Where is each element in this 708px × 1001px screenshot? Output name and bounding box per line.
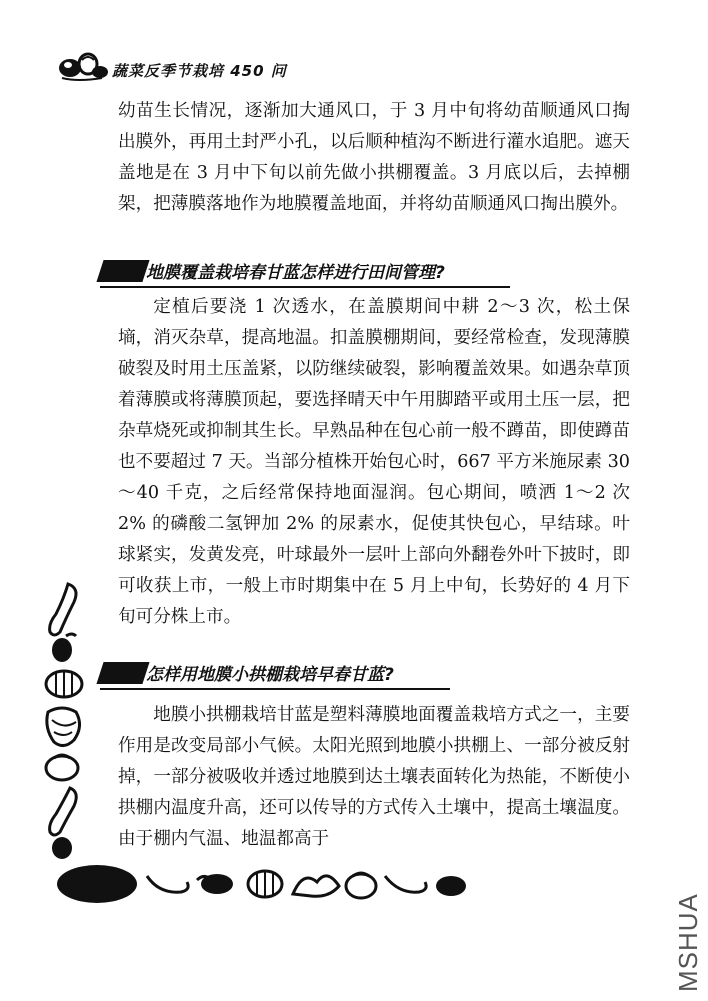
heading-marker-block xyxy=(96,260,149,282)
heading-marker-block xyxy=(96,662,149,684)
vegetable-cluster-icon xyxy=(58,50,110,82)
question-heading-field-management xyxy=(100,258,550,288)
question-heading-small-arch-tunnel xyxy=(100,660,550,690)
question-heading-text: 怎样用地膜小拱棚栽培早春甘蓝? xyxy=(146,665,394,685)
heading-underline xyxy=(100,286,510,288)
body-paragraph-field-management: 定植后要浇 1 次透水，在盖膜期间中耕 2～3 次，松土保墒，消灭杂草，提高地温。扣盖膜棚期间，要经常检查，发现薄膜破裂及时用土压盖紧，以防继续破裂，影响覆盖效果。如遇杂草顶着薄膜或将薄膜顶起，要选择晴天中午用脚踏平或用土压一层，把杂草烧死或抑制其生长。早熟品种在包心前一般不蹲苗，即使蹲苗也不要超过 7 天。当部分植株开始包心时，667 平方米施尿素 30～40 千克，之后经常保持地面湿润。包心期间，喷洒 1～2 次 2% 的磷酸二氢钾加 2% 的尿素水，促使其快包心，早结球。叶球紧实，发黄发亮，叶球最外一层叶上部向外翻卷外叶下披时，即可收获上市，一般上市时期集中在 5 月上中旬，长势好的 4 月下旬可分株上市。 xyxy=(118,297,630,627)
body-paragraph-continuation: 幼苗生长情况，逐渐加大通风口，于 3 月中旬将幼苗顺通风口掏出膜外，再用土封严小孔，以后顺种植沟不断进行灌水追肥。遮天盖地是在 3 月中下旬以前先做小拱棚覆盖。3 月底以后，去掉棚架，把薄膜落地作为地膜覆盖地面，并将幼苗顺通风口掏出膜外。 xyxy=(118,101,630,214)
watermark xyxy=(645,892,705,997)
running-header-title: 蔬菜反季节栽培 450 问 xyxy=(112,62,287,80)
vegetable-column-icon xyxy=(40,580,90,860)
vegetable-row-icon xyxy=(55,862,475,906)
heading-underline xyxy=(100,688,450,690)
watermark-text: MSHUA xyxy=(673,893,703,992)
question-heading-text: 地膜覆盖栽培春甘蓝怎样进行田间管理? xyxy=(146,263,445,283)
body-paragraph-small-arch-tunnel: 地膜小拱棚栽培甘蓝是塑料薄膜地面覆盖栽培方式之一，主要作用是改变局部小气候。太阳光照到地膜小拱棚上、一部分被反射掉，一部分被吸收并透过地膜到达土壤表面转化为热能，不断使小拱棚内温度升高，还可以传导的方式传入土壤中，提高土壤温度。由于棚内气温、地温都高于 xyxy=(118,705,630,849)
